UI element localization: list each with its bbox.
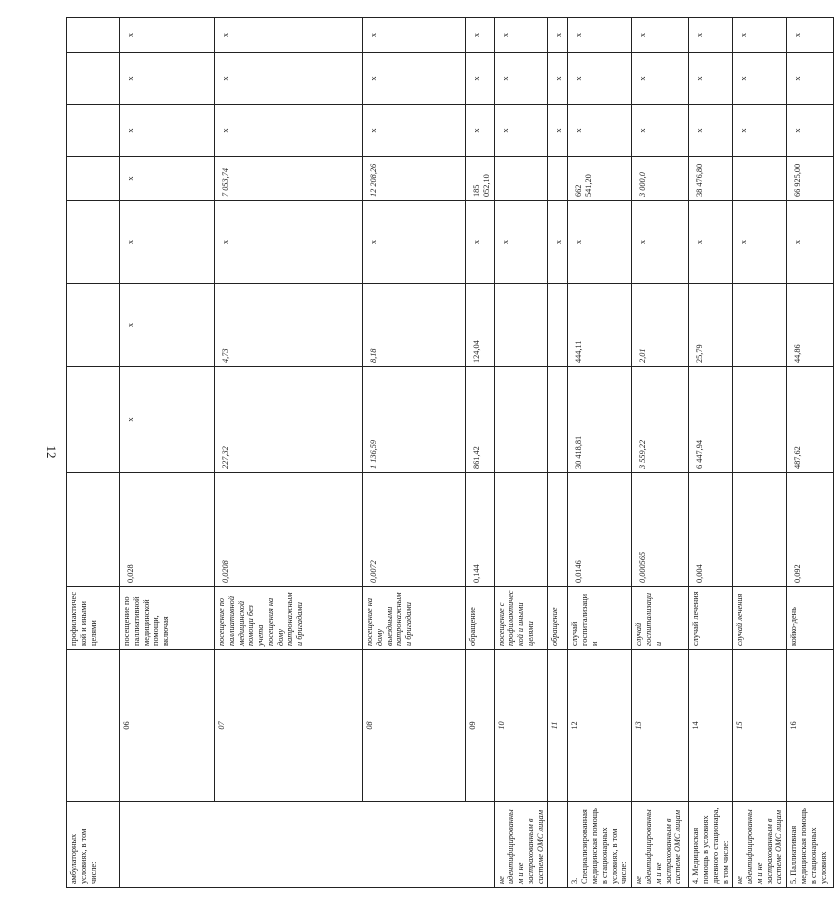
cell-c1: x (548, 201, 568, 284)
cell-c5: x (733, 18, 787, 53)
cell-c2 (67, 157, 120, 201)
table-row (568, 18, 632, 888)
cell-c1: x (733, 201, 787, 284)
cell-c1: x (568, 201, 632, 284)
cell-rate: 0,004 (689, 473, 733, 587)
cell-c5: x (568, 18, 632, 53)
cell-cost: 227,32 (215, 367, 363, 473)
cell-num: 08 (363, 650, 466, 802)
row-description: не идентифицированным и не застрахованным в системе ОМС лицам (632, 802, 689, 888)
cell-rate: 0,0208 (215, 473, 363, 587)
cell-num: 13 (632, 650, 689, 802)
cell-c4: x (733, 53, 787, 105)
cell-rate: 0,092 (787, 473, 834, 587)
cell-rate2 (733, 284, 787, 367)
cell-c3 (67, 105, 120, 157)
cell-c1: x (120, 201, 215, 284)
cell-rate: 0,144 (466, 473, 495, 587)
cell-c4: x (466, 53, 495, 105)
cell-c4: x (787, 53, 834, 105)
cell-c5: x (548, 18, 568, 53)
cell-c3: x (787, 105, 834, 157)
cell-c4: x (120, 53, 215, 105)
cell-unit: посещение на дому выездными патронажными бригадами (363, 587, 466, 650)
cell-num: 07 (215, 650, 363, 802)
cell-c4: x (689, 53, 733, 105)
cell-c2: 185 052,10 (466, 157, 495, 201)
cell-c1: x (363, 201, 466, 284)
row-description (120, 802, 495, 888)
table-row (733, 18, 787, 888)
cell-cost: 30 418,81 (568, 367, 632, 473)
cell-c3: x (548, 105, 568, 157)
cell-c1: x (494, 201, 548, 284)
row-description: амбулаторных условиях, в том числе: (67, 802, 120, 888)
table-row (363, 18, 466, 888)
cell-c2: x (120, 157, 215, 201)
table-row (494, 18, 548, 888)
cell-c1: x (689, 201, 733, 284)
cell-cost: 6 447,94 (689, 367, 733, 473)
table-row (466, 18, 495, 888)
cell-c2: 3 000,0 (632, 157, 689, 201)
cell-cost: 487,62 (787, 367, 834, 473)
cell-cost: 3 559,22 (632, 367, 689, 473)
cell-cost: 861,42 (466, 367, 495, 473)
table-row (120, 18, 215, 888)
cell-c4: x (548, 53, 568, 105)
cell-c2 (733, 157, 787, 201)
cell-cost: x (120, 367, 215, 473)
cell-num: 10 (494, 650, 548, 802)
cell-c2: 12 208,26 (363, 157, 466, 201)
cell-rate2: 2,01 (632, 284, 689, 367)
cell-c4: x (494, 53, 548, 105)
table-row (548, 18, 568, 888)
cell-c5: x (215, 18, 363, 53)
page-number: 12 (44, 445, 59, 459)
cell-cost (494, 367, 548, 473)
cell-c4: x (632, 53, 689, 105)
cell-c5: x (120, 18, 215, 53)
cell-c3: x (494, 105, 548, 157)
financing-table (66, 17, 834, 888)
cell-rate2: 25,79 (689, 284, 733, 367)
cell-rate2 (548, 284, 568, 367)
cell-rate: 0,0146 (568, 473, 632, 587)
cell-c2 (494, 157, 548, 201)
cell-num: 16 (787, 650, 834, 802)
cell-c4: x (215, 53, 363, 105)
cell-rate (733, 473, 787, 587)
cell-rate2: x (120, 284, 215, 367)
cell-c1: x (215, 201, 363, 284)
cell-c1: x (787, 201, 834, 284)
cell-c3: x (215, 105, 363, 157)
cell-num (67, 650, 120, 802)
cell-c5: x (363, 18, 466, 53)
cell-c2: 7 053,74 (215, 157, 363, 201)
cell-c5: x (466, 18, 495, 53)
cell-c1: x (466, 201, 495, 284)
cell-unit: посещение по паллиативной медицинской помощи без учета посещения на дому патронажными бригадами (215, 587, 363, 650)
cell-cost (548, 367, 568, 473)
cell-num: 14 (689, 650, 733, 802)
cell-rate2 (67, 284, 120, 367)
cell-c3: x (733, 105, 787, 157)
cell-c2: 662 541,20 (568, 157, 632, 201)
cell-rate (548, 473, 568, 587)
cell-rate2: 8,18 (363, 284, 466, 367)
table-row (215, 18, 363, 888)
cell-rate (67, 473, 120, 587)
cell-c1: x (632, 201, 689, 284)
cell-unit: случай госпитализации (568, 587, 632, 650)
cell-unit: посещение по паллиативной медицинской помощи, включая (120, 587, 215, 650)
row-description: не идентифицированным и не застрахованным в системе ОМС лицам (494, 802, 548, 888)
row-description: не идентифицированным и не застрахованным в системе ОМС лицам (733, 802, 787, 888)
cell-cost: 1 136,59 (363, 367, 466, 473)
cell-c2 (548, 157, 568, 201)
row-description: 5. Паллиативная медицинская помощь в стационарных условиях (787, 802, 834, 888)
cell-c3: x (466, 105, 495, 157)
cell-num: 12 (568, 650, 632, 802)
table-row (787, 18, 834, 888)
cell-c2: 38 476,80 (689, 157, 733, 201)
cell-unit: обращение (466, 587, 495, 650)
cell-rate2: 44,86 (787, 284, 834, 367)
cell-unit: обращение (548, 587, 568, 650)
cell-c5: x (632, 18, 689, 53)
cell-rate: 0,0072 (363, 473, 466, 587)
cell-c3: x (120, 105, 215, 157)
cell-c3: x (568, 105, 632, 157)
cell-rate2: 444,11 (568, 284, 632, 367)
cell-rate (494, 473, 548, 587)
rotated-page (66, 18, 828, 888)
table-row (689, 18, 733, 888)
cell-unit: случай лечения (733, 587, 787, 650)
cell-c5: x (787, 18, 834, 53)
cell-c4: x (363, 53, 466, 105)
cell-c4: x (568, 53, 632, 105)
cell-unit: случай госпитализации (632, 587, 689, 650)
cell-unit: случай лечения (689, 587, 733, 650)
cell-c5: x (689, 18, 733, 53)
cell-cost (67, 367, 120, 473)
row-description (548, 802, 568, 888)
cell-num: 11 (548, 650, 568, 802)
table-row (67, 18, 120, 888)
cell-unit: койко-день (787, 587, 834, 650)
cell-c2: 66 925,00 (787, 157, 834, 201)
cell-rate: 0,000565 (632, 473, 689, 587)
cell-num: 15 (733, 650, 787, 802)
cell-c3: x (363, 105, 466, 157)
cell-c5: x (494, 18, 548, 53)
cell-c4 (67, 53, 120, 105)
cell-c3: x (632, 105, 689, 157)
cell-rate2 (494, 284, 548, 367)
cell-cost (733, 367, 787, 473)
cell-c1 (67, 201, 120, 284)
row-description: 3. Специализированная медицинская помощь в стационарных условиях, в том числе: (568, 802, 632, 888)
row-description: 4. Медицинская помощь в условиях дневного стационара, в том числе: (689, 802, 733, 888)
cell-c3: x (689, 105, 733, 157)
cell-unit: профилактической и иными целями (67, 587, 120, 650)
cell-rate: 0,028 (120, 473, 215, 587)
cell-rate2: 4,73 (215, 284, 363, 367)
cell-c5 (67, 18, 120, 53)
cell-unit: посещение с профилактической и иными целями (494, 587, 548, 650)
table-row (632, 18, 689, 888)
cell-num: 06 (120, 650, 215, 802)
cell-rate2: 124,04 (466, 284, 495, 367)
cell-num: 09 (466, 650, 495, 802)
